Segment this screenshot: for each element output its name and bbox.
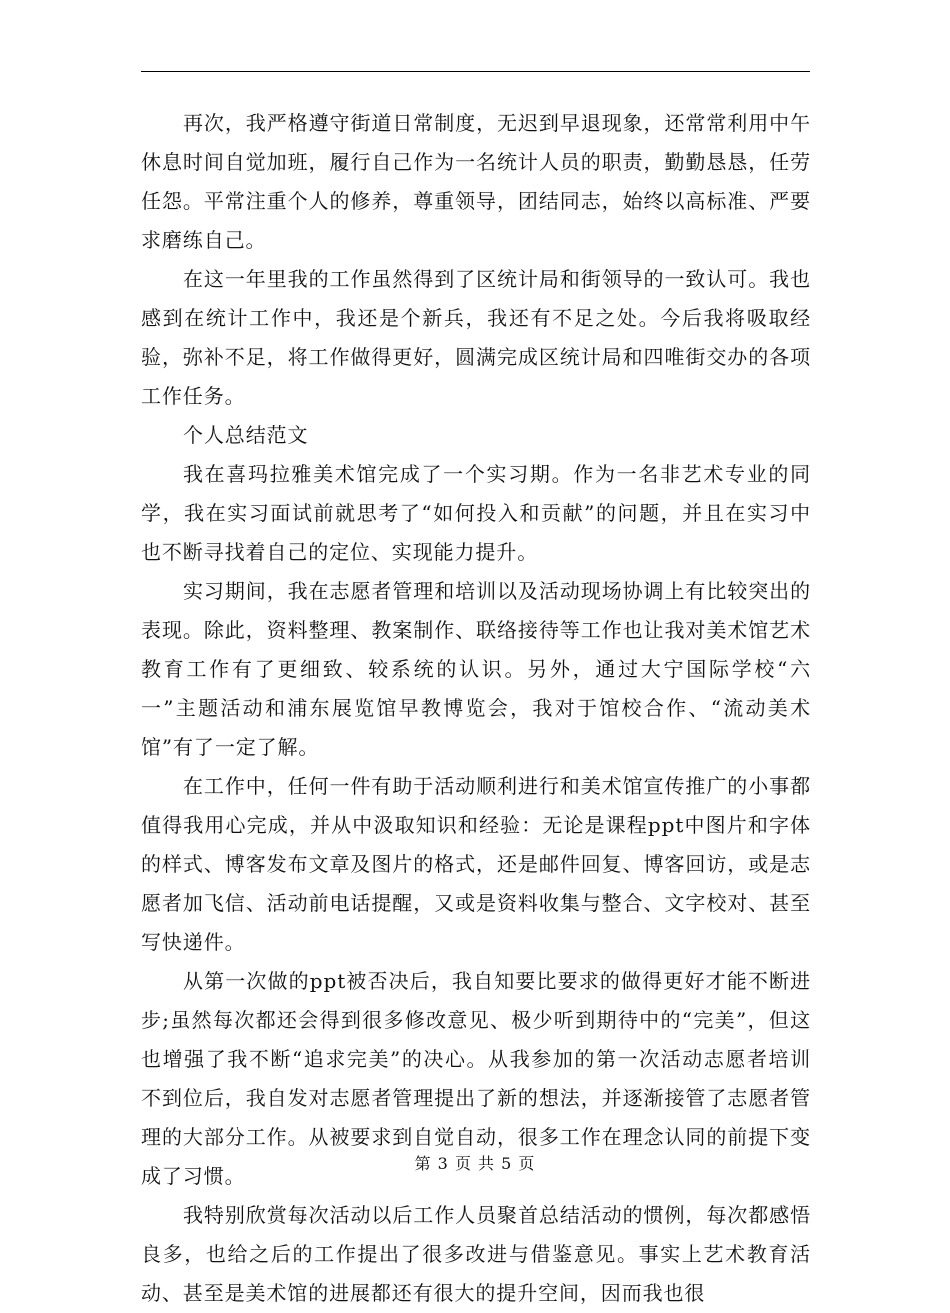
paragraph-5: 在工作中，任何一件有助于活动顺利进行和美术馆宣传推广的小事都值得我用心完成，并从中汲取知识和经验：无论是课程ppt中图片和字体的样式、博客发布文章及图片的格式，还是邮件回复、博客回访，或是志愿者加飞信、活动前电话提醒，又或是资料收集与整合、文字校对、甚至写快递件。 bbox=[141, 774, 811, 954]
paragraph-2: 在这一年里我的工作虽然得到了区统计局和街领导的一致认可。我也感到在统计工作中，我还是个新兵，我还有不足之处。今后我将吸取经验，弥补不足，将工作做得更好，圆满完成区统计局和四唯街交办的各项工作任务。 bbox=[141, 267, 811, 408]
paragraph-1: 再次，我严格遵守街道日常制度，无迟到早退现象，还常常利用中午休息时间自觉加班，履行自己作为一名统计人员的职责，勤勤恳恳，任劳任怨。平常注重个人的修养，尊重领导，团结同志，始终以高标准、严要求磨练自己。 bbox=[141, 111, 811, 252]
paragraph-4: 实习期间，我在志愿者管理和培训以及活动现场协调上有比较突出的表现。除此，资料整理、教案制作、联络接待等工作也让我对美术馆艺术教育工作有了更细致、较系统的认识。另外，通过大宁国际学校“六一”主题活动和浦东展览馆早教博览会，我对于馆校合作、“流动美术馆”有了一定了解。 bbox=[141, 579, 811, 759]
header-rule bbox=[141, 71, 810, 72]
paragraph-7: 我特别欣赏每次活动以后工作人员聚首总结活动的惯例，每次都感悟良多，也给之后的工作提出了很多改进与借鉴意见。事实上艺术教育活动、甚至是美术馆的进展都还有很大的提升空间，因而我也很 bbox=[141, 1203, 811, 1305]
document-body bbox=[141, 104, 811, 1313]
paragraph-6: 从第一次做的ppt被否决后，我自知要比要求的做得更好才能不断进步;虽然每次都还会得到很多修改意见、极少听到期待中的“完美”，但这也增强了我不断“追求完美”的决心。从我参加的第一次活动志愿者培训不到位后，我自发对志愿者管理提出了新的想法，并逐渐接管了志愿者管理的大部分工作。从被要求到自觉自动，很多工作在理念认同的前提下变成了习惯。 bbox=[141, 969, 811, 1188]
paragraph-3: 我在喜玛拉雅美术馆完成了一个实习期。作为一名非艺术专业的同学，我在实习面试前就思考了“如何投入和贡献”的问题，并且在实习中也不断寻找着自己的定位、实现能力提升。 bbox=[141, 462, 811, 564]
page-number: 第 3 页 共 5 页 bbox=[414, 1154, 536, 1173]
section-heading: 个人总结范文 bbox=[183, 423, 309, 447]
